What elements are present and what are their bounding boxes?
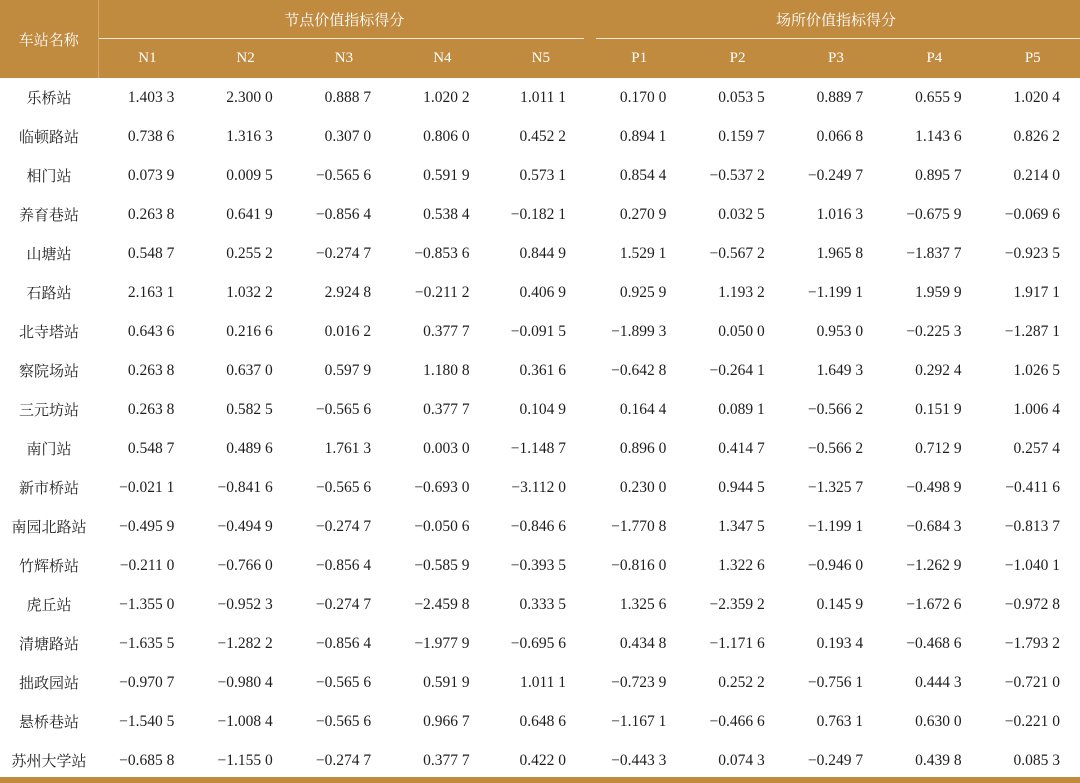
station-name-cell: 相门站 <box>26 167 72 185</box>
value-cell-p3: −1.325 7 <box>807 478 864 496</box>
value-cell-p3: −0.566 2 <box>807 400 864 418</box>
value-cell-n3: 2.924 8 <box>324 283 372 301</box>
value-cell-p1: 1.325 6 <box>619 595 667 613</box>
table-row <box>0 702 1080 741</box>
value-cell-n2: 0.641 9 <box>226 205 273 223</box>
value-cell-n2: −1.008 4 <box>217 712 273 730</box>
value-cell-n5: 0.104 9 <box>519 400 566 418</box>
station-name-cell: 悬桥巷站 <box>18 713 79 731</box>
value-cell-p1: 0.434 8 <box>619 634 667 652</box>
value-cell-p4: 1.143 6 <box>915 127 962 145</box>
value-cell-n2: 0.489 6 <box>226 439 273 457</box>
value-cell-p5: 1.006 4 <box>1013 400 1060 418</box>
header-col-p5: P5 <box>984 39 1080 78</box>
value-cell-n3: 0.016 2 <box>324 322 372 340</box>
station-name-cell: 南门站 <box>26 440 72 458</box>
table-row <box>0 585 1080 624</box>
value-cell-p5: 0.257 4 <box>1013 439 1060 457</box>
value-cell-n3: −0.274 7 <box>315 751 372 769</box>
value-cell-n3: −0.274 7 <box>315 517 372 535</box>
value-cell-p3: 0.193 4 <box>816 634 864 652</box>
value-cell-n5: 0.648 6 <box>519 712 566 730</box>
value-cell-n5: −0.091 5 <box>510 322 566 340</box>
value-cell-n3: −0.565 6 <box>315 166 372 184</box>
value-cell-n5: 0.361 6 <box>519 361 566 379</box>
value-cell-n3: −0.565 6 <box>315 478 372 496</box>
table-row <box>0 624 1080 663</box>
value-cell-p2: −1.171 6 <box>709 634 765 652</box>
table-row <box>0 117 1080 156</box>
value-cell-n1: −1.355 0 <box>119 595 175 613</box>
station-name-cell: 竹辉桥站 <box>18 557 79 575</box>
header-group-place-rule <box>596 38 1080 39</box>
value-cell-n3: −0.856 4 <box>315 205 372 223</box>
value-cell-p1: 0.270 9 <box>619 205 667 223</box>
table-row <box>0 78 1080 117</box>
value-cell-p4: 0.712 9 <box>915 439 962 457</box>
table-row <box>0 468 1080 507</box>
value-cell-p5: −0.972 8 <box>1004 595 1060 613</box>
value-cell-p2: 0.414 7 <box>718 439 765 457</box>
header-col-n1: N1 <box>98 39 196 78</box>
station-name-cell: 乐桥站 <box>26 89 72 107</box>
header-col-n3: N3 <box>295 39 393 78</box>
value-cell-n3: 1.761 3 <box>324 439 372 457</box>
value-cell-n1: −0.685 8 <box>119 751 175 769</box>
value-cell-p3: −0.566 2 <box>807 439 864 457</box>
table-header <box>0 0 1080 78</box>
value-cell-p3: −0.946 0 <box>807 556 864 574</box>
value-cell-n3: −0.856 4 <box>315 634 372 652</box>
value-cell-n1: −0.211 0 <box>119 556 175 574</box>
value-cell-n1: −0.495 9 <box>119 517 175 535</box>
value-cell-p1: −1.770 8 <box>611 517 667 535</box>
value-cell-n3: −0.565 6 <box>315 400 372 418</box>
table-row <box>0 507 1080 546</box>
value-cell-n5: −1.148 7 <box>510 439 566 457</box>
value-cell-n2: 0.216 6 <box>226 322 273 340</box>
value-cell-p4: 0.630 0 <box>915 712 962 730</box>
value-cell-n4: 1.180 8 <box>423 361 470 379</box>
table-row <box>0 195 1080 234</box>
value-cell-p2: 1.347 5 <box>718 517 765 535</box>
value-cell-n2: −0.766 0 <box>217 556 273 574</box>
value-cell-p2: 0.089 1 <box>718 400 765 418</box>
table-row <box>0 156 1080 195</box>
header-group-node <box>98 0 590 39</box>
station-name-cell: 察院场站 <box>18 362 79 380</box>
value-cell-n1: 0.263 8 <box>127 400 175 418</box>
table-row <box>0 273 1080 312</box>
value-cell-p3: 1.016 3 <box>816 205 864 223</box>
value-cell-p3: 0.066 8 <box>816 127 864 145</box>
header-col-p4: P4 <box>885 39 983 78</box>
value-cell-p5: −0.721 0 <box>1004 673 1060 691</box>
value-cell-p5: 1.917 1 <box>1013 283 1060 301</box>
value-cell-n5: 0.573 1 <box>519 166 566 184</box>
header-col-p2: P2 <box>688 39 786 78</box>
table-body <box>0 78 1080 780</box>
value-cell-p1: 0.925 9 <box>619 283 667 301</box>
header-col-n5: N5 <box>492 39 590 78</box>
value-cell-n1: 0.073 9 <box>127 166 175 184</box>
value-cell-p4: −1.837 7 <box>906 244 962 262</box>
value-cell-n2: 0.637 0 <box>226 361 273 379</box>
value-cell-n1: 0.263 8 <box>127 361 175 379</box>
value-cell-n1: 0.263 8 <box>127 205 175 223</box>
value-cell-p1: −0.816 0 <box>611 556 667 574</box>
value-cell-n2: −0.952 3 <box>217 595 273 613</box>
table-row <box>0 390 1080 429</box>
value-cell-p5: −1.040 1 <box>1004 556 1060 574</box>
value-cell-p3: −0.249 7 <box>807 751 864 769</box>
table-row <box>0 546 1080 585</box>
station-name-cell: 新市桥站 <box>18 479 79 497</box>
value-cell-n4: 0.591 9 <box>423 673 470 691</box>
table-row <box>0 663 1080 702</box>
value-cell-n1: 0.548 7 <box>127 244 175 262</box>
value-cell-p3: 1.965 8 <box>816 244 864 262</box>
table-bottom-rule <box>0 777 1080 783</box>
table-row <box>0 741 1080 780</box>
value-cell-p1: 0.854 4 <box>619 166 667 184</box>
value-cell-n5: −0.182 1 <box>510 205 566 223</box>
value-cell-n3: −0.274 7 <box>315 244 372 262</box>
value-cell-n1: 0.643 6 <box>127 322 175 340</box>
value-cell-n5: 0.406 9 <box>519 283 566 301</box>
value-cell-p4: 0.655 9 <box>915 88 962 106</box>
value-cell-n4: 0.966 7 <box>423 712 470 730</box>
value-cell-p2: −0.567 2 <box>709 244 765 262</box>
value-cell-p4: −1.262 9 <box>906 556 962 574</box>
value-cell-n3: −0.565 6 <box>315 673 372 691</box>
value-cell-p2: 0.252 2 <box>718 673 765 691</box>
value-cell-p1: 0.896 0 <box>619 439 667 457</box>
value-cell-p1: −1.167 1 <box>611 712 667 730</box>
header-col-p1: P1 <box>590 39 688 78</box>
value-cell-p1: −0.642 8 <box>611 361 667 379</box>
value-cell-p3: −0.756 1 <box>807 673 864 691</box>
value-cell-n3: −0.274 7 <box>315 595 372 613</box>
value-cell-n5: 0.452 2 <box>519 127 566 145</box>
value-cell-p2: 0.944 5 <box>718 478 765 496</box>
value-cell-p2: −0.537 2 <box>709 166 765 184</box>
value-cell-n5: −0.846 6 <box>510 517 566 535</box>
value-cell-n5: −0.695 6 <box>510 634 566 652</box>
value-cell-n4: 0.377 7 <box>423 400 470 418</box>
value-cell-p3: 1.649 3 <box>816 361 864 379</box>
value-cell-p3: 0.889 7 <box>816 88 864 106</box>
value-cell-n4: −1.977 9 <box>414 634 470 652</box>
value-cell-p2: −0.466 6 <box>709 712 765 730</box>
value-cell-p3: 0.763 1 <box>816 712 864 730</box>
value-cell-n2: −0.980 4 <box>217 673 273 691</box>
header-col-p3: P3 <box>787 39 885 78</box>
value-cell-n1: 2.163 1 <box>127 283 175 301</box>
value-cell-p5: −0.069 6 <box>1004 205 1060 223</box>
value-cell-n2: 0.582 5 <box>226 400 273 418</box>
value-cell-p4: 0.444 3 <box>915 673 962 691</box>
value-cell-n3: 0.307 0 <box>324 127 372 145</box>
value-cell-n4: −2.459 8 <box>414 595 470 613</box>
station-name-cell: 拙政园站 <box>18 674 79 692</box>
value-cell-p3: 0.145 9 <box>816 595 864 613</box>
station-name-cell: 石路站 <box>26 284 72 302</box>
value-cell-p1: 0.170 0 <box>619 88 667 106</box>
value-cell-p4: 1.959 9 <box>915 283 962 301</box>
value-cell-p5: 0.085 3 <box>1013 751 1060 769</box>
value-cell-n1: 0.738 6 <box>127 127 175 145</box>
value-cell-n1: 1.403 3 <box>127 88 175 106</box>
value-cell-n4: 0.538 4 <box>423 205 470 223</box>
value-cell-p5: 1.026 5 <box>1013 361 1060 379</box>
value-cell-n1: −1.635 5 <box>119 634 175 652</box>
header-group-place-label: 场所价值指标得分 <box>775 11 896 29</box>
station-name-cell: 三元坊站 <box>18 401 79 419</box>
value-cell-p4: −0.498 9 <box>906 478 962 496</box>
value-cell-n5: −3.112 0 <box>511 478 566 496</box>
header-group-node-rule <box>99 38 585 39</box>
header-group-node-label: 节点价值指标得分 <box>284 11 405 29</box>
value-cell-n2: −0.841 6 <box>217 478 273 496</box>
station-name-cell: 清塘路站 <box>18 635 79 653</box>
value-cell-p3: −1.199 1 <box>807 283 864 301</box>
value-cell-p5: 0.826 2 <box>1013 127 1060 145</box>
value-cell-p5: 0.214 0 <box>1013 166 1060 184</box>
value-cell-n1: 0.548 7 <box>127 439 175 457</box>
value-cell-n4: −0.050 6 <box>414 517 470 535</box>
value-cell-p4: −0.468 6 <box>906 634 962 652</box>
value-cell-n4: −0.585 9 <box>414 556 470 574</box>
value-cell-p4: 0.895 7 <box>915 166 962 184</box>
value-cell-p5: 1.020 4 <box>1013 88 1060 106</box>
value-cell-n1: −1.540 5 <box>119 712 175 730</box>
value-cell-p5: −0.221 0 <box>1004 712 1060 730</box>
value-cell-p5: −1.793 2 <box>1004 634 1060 652</box>
value-cell-n2: 1.032 2 <box>226 283 273 301</box>
value-cell-p3: −1.199 1 <box>807 517 864 535</box>
value-cell-p1: −1.899 3 <box>611 322 667 340</box>
value-cell-n2: −1.282 2 <box>217 634 273 652</box>
value-cell-n4: 0.003 0 <box>423 439 470 457</box>
value-cell-p2: 0.032 5 <box>718 205 765 223</box>
value-cell-p4: 0.439 8 <box>915 751 962 769</box>
value-cell-n4: 0.591 9 <box>423 166 470 184</box>
table-row <box>0 351 1080 390</box>
value-cell-p5: −0.923 5 <box>1004 244 1060 262</box>
value-cell-p2: 1.193 2 <box>718 283 765 301</box>
value-cell-p4: −1.672 6 <box>906 595 962 613</box>
value-cell-n3: 0.597 9 <box>324 361 372 379</box>
value-cell-p4: −0.225 3 <box>906 322 962 340</box>
station-name-cell: 虎丘站 <box>26 596 72 614</box>
value-cell-p1: 1.529 1 <box>619 244 667 262</box>
value-cell-n2: 0.255 2 <box>226 244 273 262</box>
value-cell-n4: 0.377 7 <box>423 322 470 340</box>
value-cell-n4: 0.377 7 <box>423 751 470 769</box>
station-name-cell: 北寺塔站 <box>18 323 79 341</box>
table-row <box>0 234 1080 273</box>
value-cell-n5: 1.011 1 <box>520 88 566 106</box>
value-cell-p4: 0.151 9 <box>915 400 962 418</box>
station-name-cell: 养育巷站 <box>18 206 79 224</box>
value-cell-n5: 1.011 1 <box>520 673 566 691</box>
value-cell-p1: −0.443 3 <box>611 751 667 769</box>
value-cell-n2: −0.494 9 <box>217 517 273 535</box>
value-cell-p1: 0.894 1 <box>619 127 667 145</box>
value-cell-n4: −0.211 2 <box>414 283 470 301</box>
value-cell-p3: 0.953 0 <box>816 322 864 340</box>
value-cell-n2: 1.316 3 <box>226 127 273 145</box>
value-cell-p2: −2.359 2 <box>709 595 765 613</box>
value-cell-n3: −0.856 4 <box>315 556 372 574</box>
station-name-cell: 苏州大学站 <box>11 752 87 770</box>
value-cell-p5: −0.411 6 <box>1005 478 1060 496</box>
header-station-name: 车站名称 <box>0 0 98 78</box>
value-cell-n5: 0.844 9 <box>519 244 566 262</box>
value-cell-p5: −0.813 7 <box>1004 517 1060 535</box>
value-cell-p5: −1.287 1 <box>1004 322 1060 340</box>
value-cell-p2: −0.264 1 <box>709 361 765 379</box>
value-cell-p3: −0.249 7 <box>807 166 864 184</box>
table-row <box>0 312 1080 351</box>
value-cell-p2: 0.074 3 <box>718 751 765 769</box>
value-cell-p4: −0.675 9 <box>906 205 962 223</box>
value-cell-n2: 2.300 0 <box>226 88 273 106</box>
value-cell-p1: −0.723 9 <box>611 673 667 691</box>
header-group-place <box>590 0 1080 39</box>
value-cell-p2: 0.053 5 <box>718 88 765 106</box>
value-cell-n2: 0.009 5 <box>226 166 273 184</box>
value-cell-n2: −1.155 0 <box>217 751 273 769</box>
value-cell-n5: −0.393 5 <box>510 556 566 574</box>
header-col-n4: N4 <box>393 39 491 78</box>
value-cell-n3: −0.565 6 <box>315 712 372 730</box>
value-cell-p2: 1.322 6 <box>718 556 765 574</box>
value-cell-p2: 0.050 0 <box>718 322 765 340</box>
station-name-cell: 临顿路站 <box>18 128 79 146</box>
value-cell-n5: 0.422 0 <box>519 751 566 769</box>
value-cell-n4: −0.853 6 <box>414 244 470 262</box>
station-name-cell: 山塘站 <box>26 245 72 263</box>
value-cell-n3: 0.888 7 <box>324 88 372 106</box>
value-cell-p2: 0.159 7 <box>718 127 765 145</box>
value-cell-p1: 0.164 4 <box>619 400 667 418</box>
value-cell-p4: 0.292 4 <box>915 361 962 379</box>
value-cell-p4: −0.684 3 <box>906 517 962 535</box>
value-cell-n4: 0.806 0 <box>423 127 470 145</box>
table-row <box>0 429 1080 468</box>
value-cell-n5: 0.333 5 <box>519 595 566 613</box>
station-name-cell: 南园北路站 <box>11 518 87 536</box>
value-cell-p1: 0.230 0 <box>619 478 667 496</box>
header-col-n2: N2 <box>196 39 294 78</box>
value-cell-n4: −0.693 0 <box>414 478 470 496</box>
value-cell-n4: 1.020 2 <box>423 88 470 106</box>
value-cell-n1: −0.021 1 <box>119 478 175 496</box>
value-cell-n1: −0.970 7 <box>119 673 175 691</box>
